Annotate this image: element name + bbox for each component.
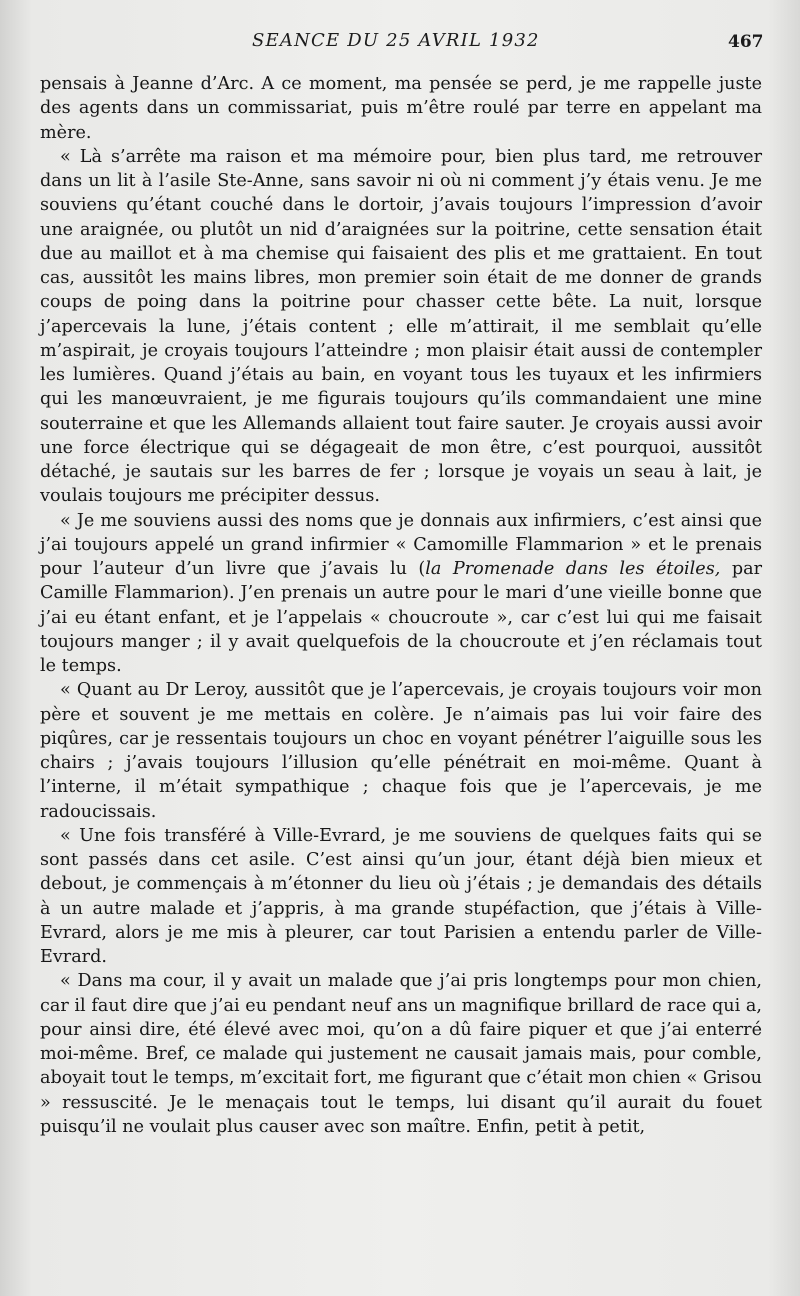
paragraph-dog-patient [40, 969, 762, 1139]
running-head [0, 30, 800, 54]
body-text [40, 72, 762, 1139]
paragraph-asylum-memories [40, 145, 762, 509]
paragraph-ville-evrard [40, 824, 762, 970]
paragraph-text: « Dans ma cour, il y avait un malade que j’ai pris longtemps pour mon chien, car il faut dire que j’ai eu pendant neuf ans un magnifique brillard de race qui a, pour ainsi dire, été élevé avec moi, qu’on a dû faire piquer et que j’ai enterré moi-même. Bref, ce malade qui justement ne causait jamais mais, pour comble, aboyait tout le temps, m’excitait fort, me figurant que c’était mon chien « Grisou » ressuscité. Je le menaçais tout le temps, lui disant qu’il aurait du fouet puisqu’il ne voulait plus causer avec son maître. Enfin, petit à petit, [40, 971, 762, 1137]
page-number: 467 [728, 32, 764, 52]
paragraph-text: pensais à Jeanne d’Arc. A ce moment, ma pensée se perd, je me rappelle juste des agents dans un commissariat, puis m’être roulé par terre en appelant ma mère. [40, 74, 762, 143]
paragraph-nurse-names [40, 509, 762, 679]
paragraph-continuation [40, 72, 762, 145]
paragraph-text: « Là s’arrête ma raison et ma mémoire pour, bien plus tard, me retrouver dans un lit à l’asile Ste-Anne, sans savoir ni où ni comment j’y étais venu. Je me souviens qu’étant couché dans le dortoir, j’avais toujours l’impression d’avoir une araignée, ou plutôt un nid d’araignées sur la poitrine, cette sensation était due au maillot et à ma chemise qui faisaient des plis et me grattaient. En tout cas, aussitôt les mains libres, mon premier soin était de me donner de grands coups de poing dans la poitrine pour chasser cette bête. La nuit, lorsque j’apercevais la lune, j’étais content ; elle m’attirait, il me semblait qu’elle m’aspirait, je croyais toujours l’atteindre ; mon plaisir était aussi de contempler les lumières. Quand j’étais au bain, en voyant tous les tuyaux et les infirmiers qui les manœuvraient, je me figurais toujours qu’ils commandaient une mine souterraine et que les Allemands allaient tout faire sauter. Je croyais aussi avoir une force électrique qui se dégageait de mon être, c’est pourquoi, aussitôt détaché, je sautais sur les barres de fer ; lorsque je voyais un seau à lait, je voulais toujours me précipiter dessus. [40, 146, 762, 507]
book-title-italic: la Promenade dans les étoiles, [425, 559, 721, 579]
paragraph-text-before-italic: « Je me souviens aussi des noms que je donnais aux infirmiers, c’est ainsi que j’ai toujours appelé un grand infirmier « Camomille Flammarion » et le prenais pour l’auteur d’un livre que j’avais lu ( [40, 510, 762, 579]
paragraph-text: « Une fois transféré à Ville-Evrard, je me souviens de quelques faits qui se sont passés dans cet asile. C’est ainsi qu’un jour, étant déjà bien mieux et debout, je commençais à m’étonner du lieu où j’étais ; je demandais des détails à un autre malade et j’appris, à ma grande stupéfaction, que j’étais à Ville-Evrard, alors je me mis à pleurer, car tout Parisien a entendu parler de Ville-Evrard. [40, 825, 762, 967]
paragraph-text-after-italic: par Camille Flammarion). J’en prenais un autre pour le mari d’une vieille bonne que j’ai eu étant enfant, et je l’appelais « choucroute », car c’est lui qui me faisait toujours manger ; il y avait quelquefois de la choucroute et j’en réclamais tout le temps. [40, 559, 762, 676]
running-title: SEANCE DU 25 AVRIL 1932 [252, 30, 540, 51]
paragraph-text: « Quant au Dr Leroy, aussitôt que je l’apercevais, je croyais toujours voir mon père et souvent je me mettais en colère. Je n’aimais pas lui voir faire des piqûres, car je ressentais toujours un choc en voyant pénétrer l’aiguille sous les chairs ; j’avais toujours l’illusion qu’elle pénétrait en moi-même. Quant à l’interne, il m’était sympathique ; chaque fois que je l’apercevais, je me radoucissais. [40, 680, 762, 822]
paragraph-doctor-leroy [40, 678, 762, 824]
